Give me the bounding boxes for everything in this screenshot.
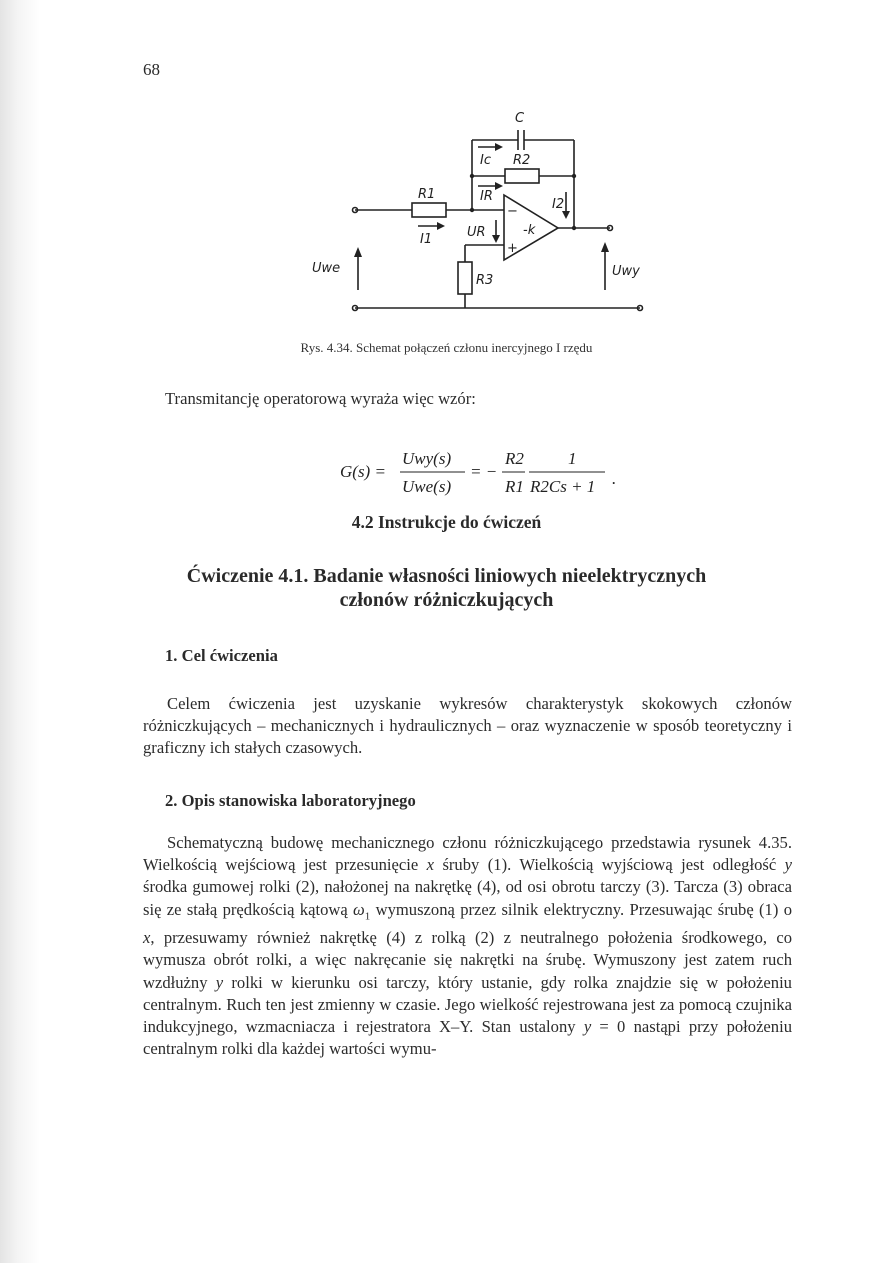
label-uwy: Uwy xyxy=(612,264,640,279)
circuit-diagram xyxy=(300,100,660,325)
exercise-title-line1: Ćwiczenie 4.1. Badanie własności liniowych nieelektrycznych xyxy=(186,565,707,587)
paragraph-goal: Celem ćwiczenia jest uzyskanie wykresów charakterystyk skokowych członów różniczkujących – mechanicznych i hydraulicznych – oraz wyznaczenie w sposób teoretyczny i graficzny ich stałych czasowych. xyxy=(143,694,792,758)
label-ic: Ic xyxy=(480,153,491,168)
exercise-title-line2: członów różniczkujących xyxy=(339,589,554,611)
label-ir: IR xyxy=(480,189,493,204)
heading-goal: 1. Cel ćwiczenia xyxy=(165,646,278,665)
text-span: = 0 nastąpi przy położeniu centralnym rolki dla każdej wartości wymu- xyxy=(143,1016,793,1059)
formula-num3: 1 xyxy=(568,449,577,468)
exercise-title xyxy=(0,564,893,612)
math-x: x xyxy=(143,928,151,948)
formula-den3: R2Cs + 1 xyxy=(530,477,596,496)
paragraph-lab-description xyxy=(143,832,792,1060)
text-span: rolki w kierunku osi tarczy, który ustanie, gdy rolka znajdzie się w położeniu centralnym. Ruch ten jest zmienny w czasie. Jego wielkość rejestrowana jest za pomocą czujnika indukcyjnego, wzmacniacza i rejestratora X–Y. Stan ustalony xyxy=(143,972,792,1036)
math-omega: ω xyxy=(353,899,365,919)
text-span: , przesuwamy również nakrętkę (4) z rolką (2) z neutralnego położenia środkowego, co wymusza obrót rolki, a więc nakręcanie się nakrętki na śrubę. Wymuszony jest zatem ruch wzdłużny xyxy=(143,928,792,992)
math-y: y xyxy=(784,855,792,875)
section-title: 4.2 Instrukcje do ćwiczeń xyxy=(351,512,542,532)
formula-lhs: G(s) = xyxy=(340,462,386,481)
math-omega-subscript: 1 xyxy=(364,909,371,922)
heading-lab-description: 2. Opis stanowiska laboratoryjnego xyxy=(165,791,416,810)
formula-num2: R2 xyxy=(505,449,524,468)
math-y: y xyxy=(583,1016,592,1036)
formula-den2: R1 xyxy=(505,477,524,496)
transfer-function-formula xyxy=(340,442,640,502)
formula-num1: Uwy(s) xyxy=(402,449,452,468)
label-i1: I1 xyxy=(420,232,433,247)
math-x: x xyxy=(426,855,435,875)
text-span: śruby (1). Wielkością wyjściową jest odległość xyxy=(434,855,785,875)
formula-den1: Uwe(s) xyxy=(402,477,452,496)
formula-eq2: = − xyxy=(470,462,498,481)
label-plus: + xyxy=(507,241,518,256)
text-span: środka gumowej rolki (2), nałożonej na nakrętkę (4), od osi obrotu tarczy (3). Tarcza (3) obraca się ze stałą prędkością kątową xyxy=(143,877,792,919)
label-r3: R3 xyxy=(476,273,494,288)
math-y: y xyxy=(215,972,224,992)
label-ur: UR xyxy=(467,225,486,240)
formula-end: . xyxy=(612,469,617,488)
label-r2: R2 xyxy=(513,153,531,168)
label-i2: I2 xyxy=(552,197,565,212)
label-minus-k: -k xyxy=(523,223,536,238)
text-span: Schematyczną budowę mechanicznego członu różniczkującego przedstawia rysunek 4.35. Wielkością wejściową jest przesunięcie xyxy=(143,833,792,875)
intro-text: Transmitancję operatorową wyraża więc wzór: xyxy=(165,389,476,408)
label-minus: − xyxy=(507,204,518,219)
figure-caption: Rys. 4.34. Schemat połączeń członu inercyjnego I rzędu xyxy=(300,340,593,355)
label-c: C xyxy=(515,111,525,126)
label-uwe: Uwe xyxy=(312,261,341,276)
text-span: wymuszoną przez silnik elektryczny. Przesuwając śrubę (1) o xyxy=(370,899,792,919)
page-number: 68 xyxy=(143,60,160,79)
label-r1: R1 xyxy=(418,187,436,202)
